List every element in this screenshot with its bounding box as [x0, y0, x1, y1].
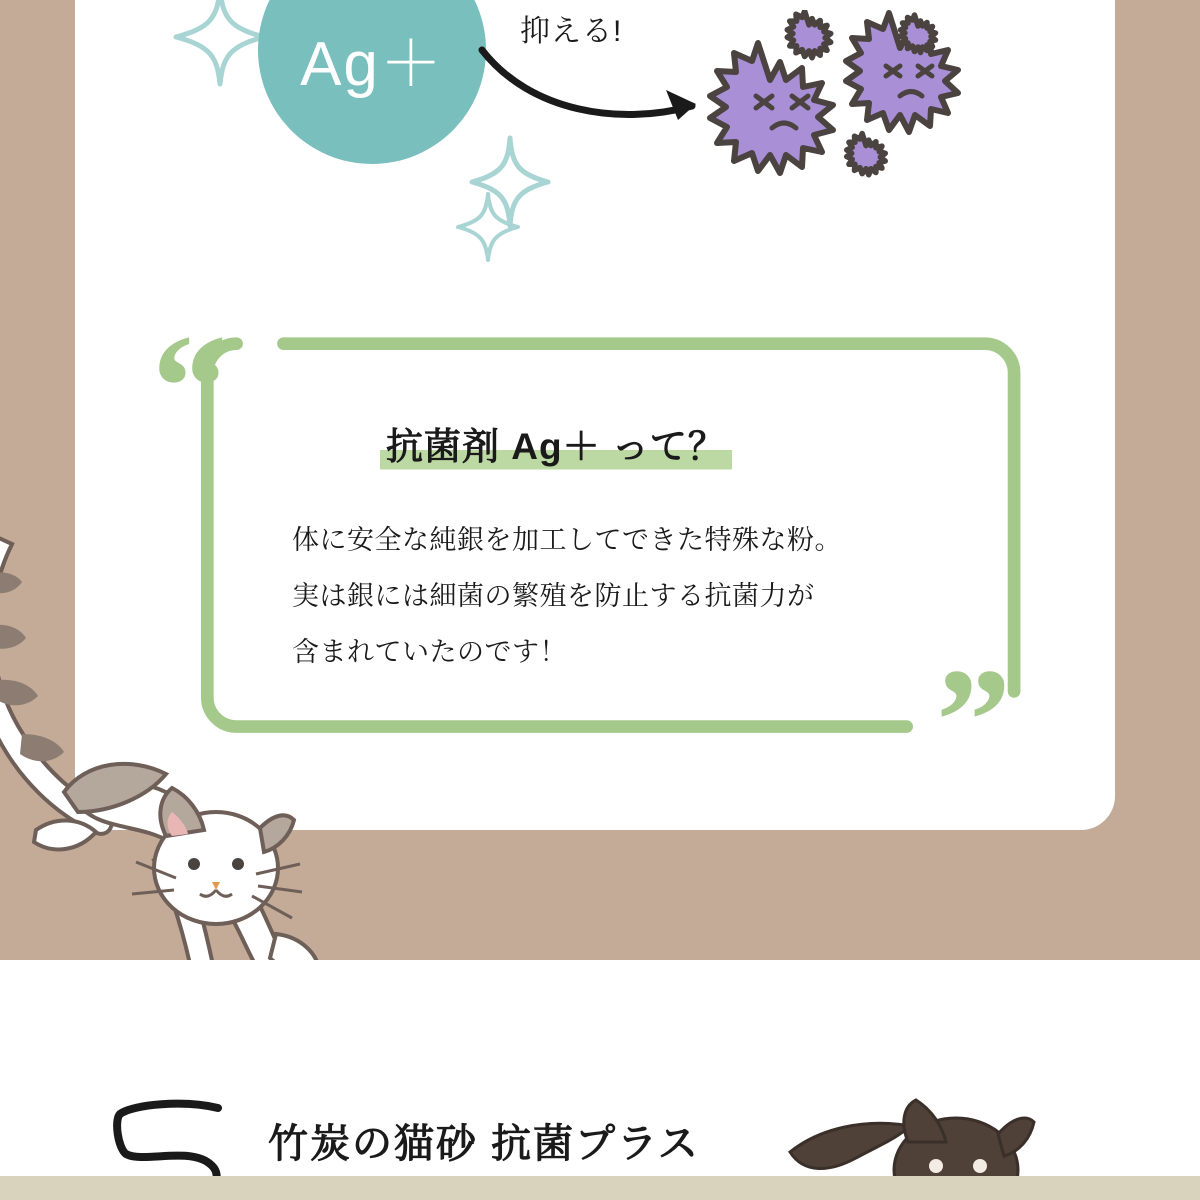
- germ-cluster-illustration: [700, 10, 980, 230]
- quote-title: 抗菌剤 Ag＋ って？: [380, 414, 732, 472]
- germ-small-bottom: [847, 134, 886, 175]
- suppress-label: 抑える!: [520, 15, 623, 48]
- sparkle-star-small-icon: [448, 168, 548, 278]
- quote-body-line: 実は銀には細菌の繁殖を防止する抗菌力が: [292, 581, 815, 611]
- ag-label: Ag＋: [300, 29, 444, 99]
- quote-body-line: 含まれていたのです！: [292, 637, 567, 667]
- bottom-accent-bar: [0, 1176, 1200, 1200]
- quote-close-mark: ”: [936, 638, 1011, 804]
- quote-body: [292, 512, 972, 680]
- quote-open-mark: “: [152, 304, 227, 470]
- germ-small-middle: [901, 15, 936, 53]
- curved-arrow-icon: [470, 40, 720, 150]
- germ-small-top: [787, 11, 830, 58]
- quote-body-line: 体に安全な純銀を加工してできた特殊な粉。: [292, 525, 842, 555]
- bottom-section-title: 竹炭の猫砂 抗菌プラス: [268, 1122, 700, 1166]
- germ-large-left: [710, 43, 833, 173]
